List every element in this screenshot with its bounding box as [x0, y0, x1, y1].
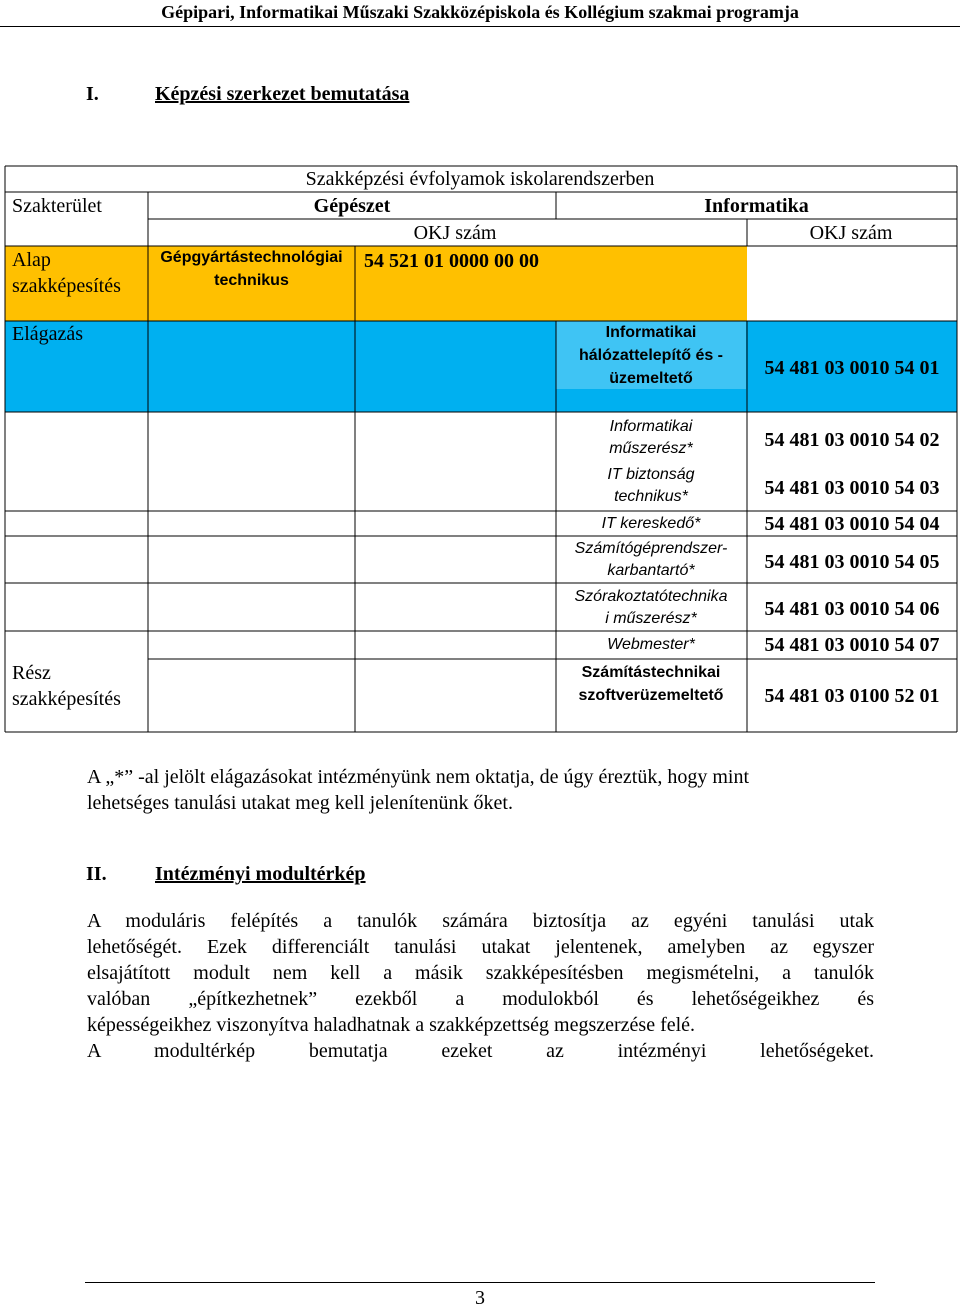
body-paragraph: A moduláris felépítés a tanulók számára biztosítja az egyéni tanulási utak lehetőségét. Ezek differenciált tanulási utakat jelentenek, amelyben az egyszer elsajátított modult nem kell a másik szakképesítésben megismételni, a tanulók valóban „építkezhetnek” ezekből a modulokból és lehetőségeikhez és képességeikhez viszonyítva haladhatnak a szakképzettség megszerzése felé. A modultérkép bemutatja ezeket az intézményi lehetőségeket.	[87, 910, 874, 1062]
page-number: 3	[475, 1287, 485, 1309]
partial-qualification-name: Informatikai műszerész*	[609, 418, 693, 457]
basic-qualification-label-2: szakképesítés	[12, 275, 121, 297]
branch-qualification-name: Informatikai hálózattelepítő és - üzemeltető	[578, 324, 724, 387]
branch-okj-number: 54 481 03 0010 54 01	[764, 357, 940, 379]
partial-qualification-okj: 54 481 03 0010 54 04	[764, 513, 940, 535]
page-header: Gépipari, Informatikai Műszaki Szakközépiskola és Kollégium szakmai programja	[0, 0, 960, 27]
partial-qualification-name: Számítógéprendszer- karbantartó*	[574, 540, 728, 579]
partial-qualification-name: Webmester*	[607, 636, 695, 653]
footer-rule	[85, 1282, 875, 1283]
partial-qualification-okj: 54 481 03 0100 52 01	[764, 685, 940, 707]
informatics-column-header: Informatika	[704, 195, 809, 217]
okj-label-informatics: OKJ szám	[809, 222, 893, 244]
partial-qualification-name: IT biztonság technikus*	[607, 466, 695, 505]
partial-qualification-name: IT kereskedő*	[601, 515, 701, 532]
partial-qualification-label-1: Rész	[12, 662, 51, 684]
section-title: Intézményi modultérkép	[155, 863, 366, 885]
table-title: Szakképzési évfolyamok iskolarendszerben	[305, 168, 655, 190]
partial-qualification-okj: 54 481 03 0010 54 02	[764, 429, 940, 451]
branch-label: Elágazás	[12, 323, 84, 345]
section-number: II.	[86, 863, 107, 885]
partial-qualification-okj: 54 481 03 0010 54 05	[764, 551, 940, 573]
mechanical-qualification-name-2: technikus	[214, 272, 289, 289]
basic-qualification-label-1: Alap	[12, 249, 51, 271]
okj-label-mechanical: OKJ szám	[413, 222, 497, 244]
partial-qualification-okj: 54 481 03 0010 54 03	[764, 477, 940, 499]
partial-qualification-name: Szórakoztatótechnika i műszerész*	[574, 588, 728, 627]
partial-qualification-okj: 54 481 03 0010 54 07	[764, 634, 940, 656]
mechanical-column-header: Gépészet	[313, 195, 391, 217]
footnote: A „*” -al jelölt elágazásokat intézményünk nem oktatja, de úgy éreztük, hogy mint lehetséges tanulási utakat meg kell jelenítenünk őket.	[87, 766, 750, 814]
section-heading-2	[86, 862, 366, 886]
mechanical-qualification-name-1: Gépgyártástechnológiai	[160, 249, 343, 266]
section-title: Képzési szerkezet bemutatása	[155, 83, 410, 105]
partial-qualification-okj: 54 481 03 0010 54 06	[764, 598, 940, 620]
section-number: I.	[86, 83, 99, 105]
area-label: Szakterület	[12, 195, 102, 217]
mechanical-okj-number: 54 521 01 0000 00 00	[364, 250, 539, 272]
partial-qualification-name: Számítástechnikai szoftverüzemeltető	[578, 664, 724, 704]
partial-qualification-label-2: szakképesítés	[12, 688, 121, 710]
